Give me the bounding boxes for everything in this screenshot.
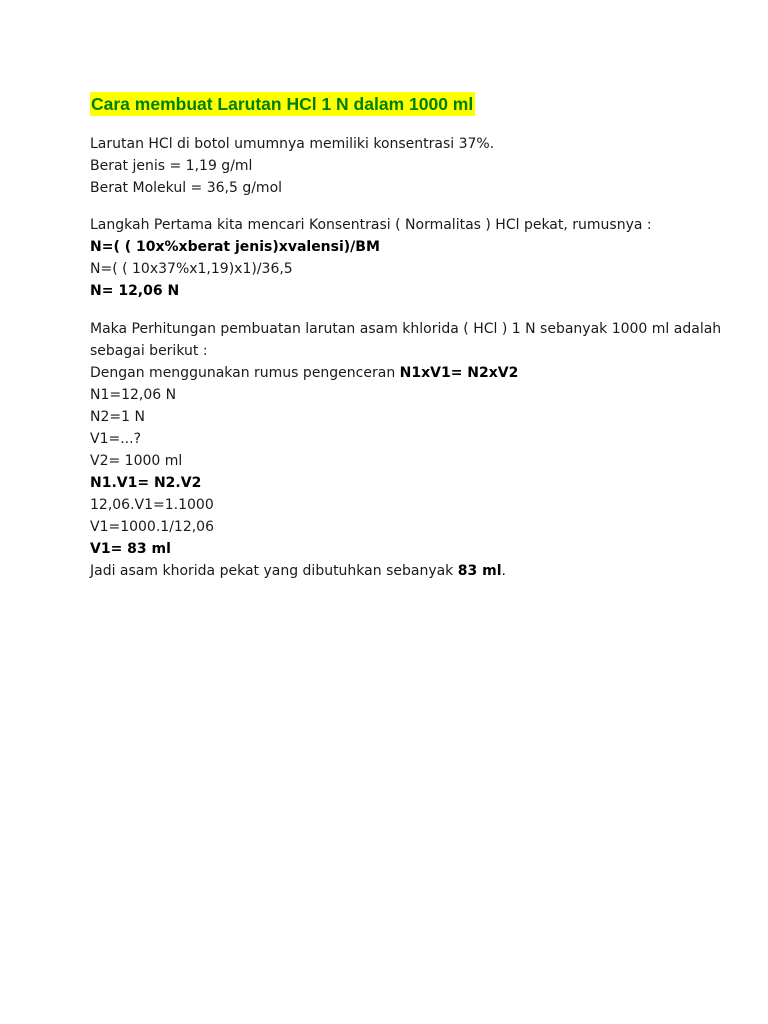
normality-substitution: N=( ( 10x37%x1,19)x1)/36,5 (90, 261, 293, 277)
normality-result: N= 12,06 N (90, 283, 180, 299)
dilution-line (90, 362, 730, 384)
calc-line-1: 12,06.V1=1.1000 (90, 497, 214, 513)
dilution-prefix: Dengan menggunakan rumus pengenceran (90, 365, 400, 381)
given-v2: V2= 1000 ml (90, 453, 183, 469)
dilution-formula: N1xV1= N2xV2 (399, 365, 519, 381)
step1-paragraph (90, 214, 730, 302)
step2-paragraph (90, 318, 730, 582)
given-n2: N2=1 N (90, 409, 145, 425)
calc-line-2: V1=1000.1/12,06 (90, 519, 214, 535)
given-v1: V1=...? (90, 431, 141, 447)
conclusion-value: 83 ml (457, 563, 502, 579)
step2-intro-line: Maka Perhitungan pembuatan larutan asam khlorida ( HCl ) 1 N sebanyak 1000 ml adalah sebagai berikut : (90, 321, 722, 359)
intro-line-density: Berat jenis = 1,19 g/ml (90, 158, 253, 174)
intro-paragraph (90, 133, 730, 199)
step1-intro-line: Langkah Pertama kita mencari Konsentrasi ( Normalitas ) HCl pekat, rumusnya : (90, 217, 652, 233)
intro-line-concentration: Larutan HCl di botol umumnya memiliki konsentrasi 37%. (90, 136, 495, 152)
given-n1: N1=12,06 N (90, 387, 177, 403)
document-title: Cara membuat Larutan HCl 1 N dalam 1000 ml (91, 94, 474, 114)
normality-formula: N=( ( 10x%xberat jenis)xvalensi)/BM (90, 239, 380, 255)
volume-result: V1= 83 ml (90, 541, 171, 557)
conclusion-line (90, 560, 730, 582)
dilution-equation: N1.V1= N2.V2 (90, 475, 202, 491)
conclusion-prefix: Jadi asam khorida pekat yang dibutuhkan sebanyak (90, 563, 458, 579)
intro-line-molar-mass: Berat Molekul = 36,5 g/mol (90, 180, 283, 196)
conclusion-suffix: . (501, 563, 506, 579)
title-wrapper (90, 92, 475, 116)
